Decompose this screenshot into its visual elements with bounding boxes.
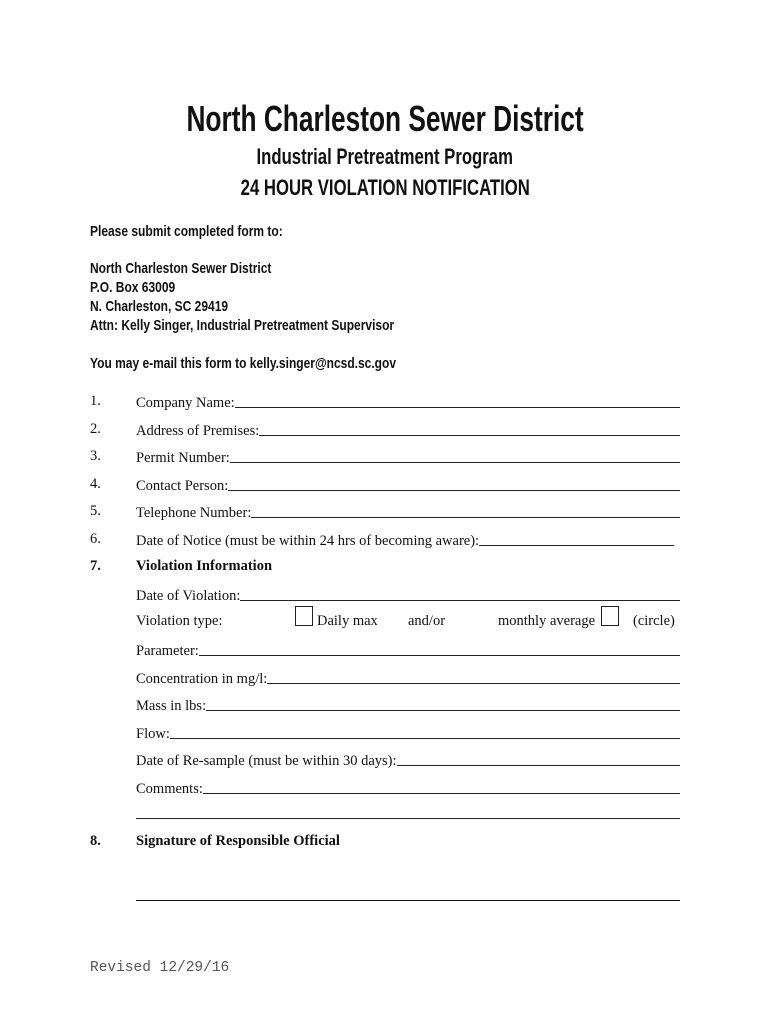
date-of-notice-field[interactable] <box>136 530 674 550</box>
address-line: P.O. Box 63009 <box>90 279 176 296</box>
address-field[interactable] <box>136 420 680 440</box>
parameter-field[interactable] <box>136 640 680 660</box>
permit-number-field[interactable] <box>136 447 680 467</box>
field-label: Mass in lbs: <box>136 698 207 714</box>
field-number: 3. <box>90 448 101 464</box>
field-label: Company Name: <box>136 395 235 411</box>
field-number: 6. <box>90 531 101 547</box>
address-line: North Charleston Sewer District <box>90 260 272 277</box>
contact-person-field[interactable] <box>136 475 680 495</box>
field-label: Concentration in mg/l: <box>136 671 268 687</box>
violation-heading: Violation Information <box>136 558 273 574</box>
daily-max-checkbox[interactable] <box>295 606 313 626</box>
revised-date: Revised 12/29/16 <box>90 960 230 976</box>
mass-field[interactable] <box>136 695 680 715</box>
field-label: Parameter: <box>136 643 199 659</box>
and-or-label: and/or <box>408 613 446 629</box>
field-label: Date of Violation: <box>136 588 241 604</box>
field-label: Address of Premises: <box>136 423 260 439</box>
address-line: N. Charleston, SC 29419 <box>90 298 229 315</box>
section-number: 7. <box>90 558 101 574</box>
resample-date-field[interactable] <box>136 750 680 770</box>
address-line: Attn: Kelly Singer, Industrial Pretreatment Supervisor <box>90 317 395 334</box>
telephone-field[interactable] <box>136 502 680 522</box>
section-number: 8. <box>90 833 101 849</box>
email-note: You may e-mail this form to kelly.singer@ncsd.sc.gov <box>90 355 397 372</box>
field-number: 1. <box>90 393 101 409</box>
page-title: North Charleston Sewer District <box>186 98 584 139</box>
violation-type-label: Violation type: <box>136 613 223 629</box>
monthly-average-label: monthly average <box>498 613 596 629</box>
date-of-violation-field[interactable] <box>136 585 680 605</box>
circle-note: (circle) <box>633 613 675 629</box>
monthly-average-checkbox[interactable] <box>601 606 619 626</box>
field-number: 2. <box>90 421 101 437</box>
submit-intro: Please submit completed form to: <box>90 223 283 240</box>
field-label: Comments: <box>136 781 203 797</box>
daily-max-label: Daily max <box>317 613 378 629</box>
flow-field[interactable] <box>136 723 680 743</box>
signature-heading: Signature of Responsible Official <box>136 833 340 849</box>
signature-line[interactable] <box>136 900 680 901</box>
field-label: Date of Re-sample (must be within 30 days): <box>136 753 397 769</box>
comments-field[interactable] <box>136 778 680 798</box>
field-label: Permit Number: <box>136 450 230 466</box>
form-name: 24 HOUR VIOLATION NOTIFICATION <box>240 175 530 200</box>
concentration-field[interactable] <box>136 668 680 688</box>
field-number: 4. <box>90 476 101 492</box>
company-name-field[interactable] <box>136 392 680 412</box>
field-label: Flow: <box>136 726 170 742</box>
field-label: Telephone Number: <box>136 505 252 521</box>
comments-extra-line[interactable] <box>136 818 680 819</box>
program-title: Industrial Pretreatment Program <box>256 144 514 169</box>
field-label: Contact Person: <box>136 478 229 494</box>
field-label: Date of Notice (must be within 24 hrs of becoming aware): <box>136 533 480 549</box>
field-number: 5. <box>90 503 101 519</box>
